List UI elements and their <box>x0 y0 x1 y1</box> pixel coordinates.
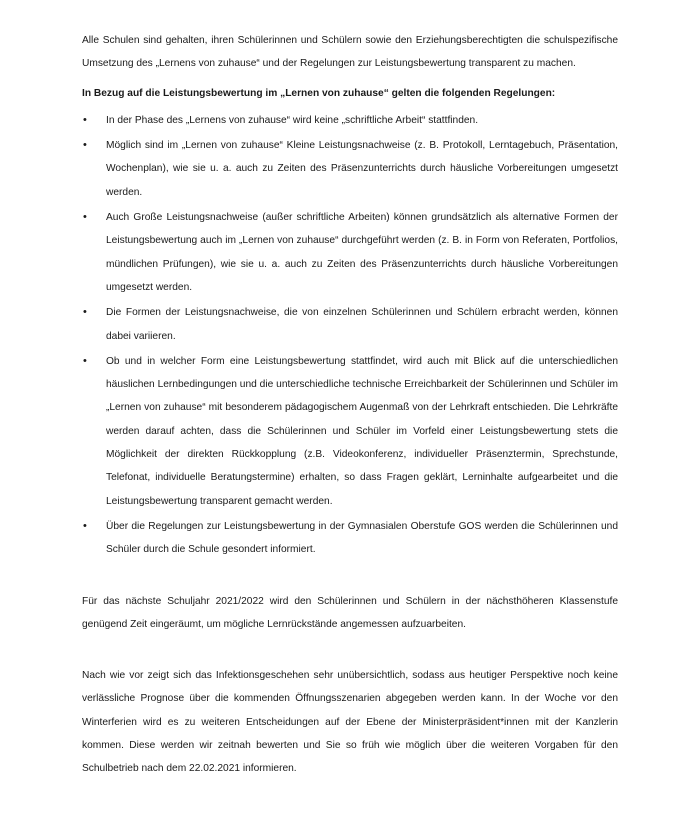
rules-list <box>82 109 618 562</box>
section-spacer <box>82 564 618 590</box>
list-item-text: Möglich sind im „Lernen von zuhause“ Kleine Leistungsnachweise (z. B. Protokoll, Lerntagebuch, Präsentation, Wochenplan), wie sie u. a. auch zu Zeiten des Präsenzunterrichts durch häusliche Vorbereitungen umgesetzt werden. <box>106 140 618 198</box>
list-item <box>82 515 618 562</box>
document-page <box>82 29 618 781</box>
outlook-paragraph: Nach wie vor zeigt sich das Infektionsgeschehen sehr unübersichtlich, sodass aus heutiger Perspektive noch keine verlässliche Prognose über die kommenden Öffnungsszenarien abgegeben werden kann. In der Woche vor den Winterferien wird es zu weiteren Entscheidungen auf der Ebene der Ministerpräsident*innen mit der Kanzlerin kommen. Diese werden wir zeitnah bewerten und Sie so früh wie möglich über die weiteren Vorgaben für den Schulbetrieb nach dem 22.02.2021 informieren. <box>82 670 618 775</box>
bullet-icon: • <box>83 306 87 319</box>
school-year-paragraph: Für das nächste Schuljahr 2021/2022 wird den Schülerinnen und Schülern in der nächsthöheren Klassenstufe genügend Zeit eingeräumt, um mögliche Lernrückstände angemessen aufzuarbeiten. <box>82 595 618 630</box>
bullet-icon: • <box>83 354 87 367</box>
list-item <box>82 350 618 513</box>
list-item-text: Über die Regelungen zur Leistungsbewertung in der Gymnasialen Oberstufe GOS werden die Schülerinnen und Schüler durch die Schule gesondert informiert. <box>106 520 618 556</box>
list-item <box>82 109 618 132</box>
bullet-icon: • <box>83 519 87 532</box>
list-item <box>82 206 618 299</box>
intro-paragraph: Alle Schulen sind gehalten, ihren Schülerinnen und Schülern sowie den Erziehungsberechtigten die schulspezifische Umsetzung des „Lernens von zuhause“ und der Regelungen zur Leistungsbewertung transparent zu machen. <box>82 35 618 70</box>
list-item-text: Ob und in welcher Form eine Leistungsbewertung stattfindet, wird auch mit Blick auf die unterschiedlichen häuslichen Lernbedingungen und die unterschiedliche technische Erreichbarkeit der Schülerinnen und Schüler im „Lernen von zuhause“ mit besonderem pädagogischem Augenmaß von der Lehrkraft entschieden. Die Lehrkräfte werden darauf achten, dass die Schülerinnen und Schüler im Vorfeld einer Leistungsbewertung stets die Möglichkeit der direkten Rückkopplung (z.B. Videokonferenz, individueller Präsenztermin, Sprechstunde, Telefonat, individuelle Beratungstermine) erhalten, so dass Fragen geklärt, Lerninhalte aufgearbeitet und die Leistungsbewertung transparent gemacht werden. <box>106 355 618 507</box>
bullet-icon: • <box>83 139 87 152</box>
list-item-text: Die Formen der Leistungsnachweise, die von einzelnen Schülerinnen und Schülern erbracht werden, können dabei variieren. <box>106 307 618 342</box>
rules-heading: In Bezug auf die Leistungsbewertung im „Lernen von zuhause“ gelten die folgenden Regelungen: <box>82 87 556 99</box>
list-item <box>82 134 618 204</box>
list-item <box>82 301 618 348</box>
bullet-icon: • <box>83 113 87 126</box>
bullet-icon: • <box>83 211 87 224</box>
list-item-text: In der Phase des „Lernens von zuhause“ wird keine „schriftliche Arbeit“ stattfinden. <box>106 114 479 126</box>
list-item-text: Auch Große Leistungsnachweise (außer schriftliche Arbeiten) können grundsätzlich als alternative Formen der Leistungsbewertung auch im „Lernen von zuhause“ durchgeführt werden (z. B. in Form von Referaten, Portfolios, mündlichen Prüfungen), wie sie u. a. auch zu Zeiten des Präsenzunterrichts durch häusliche Vorbereitungen umgesetzt werden. <box>106 212 618 293</box>
